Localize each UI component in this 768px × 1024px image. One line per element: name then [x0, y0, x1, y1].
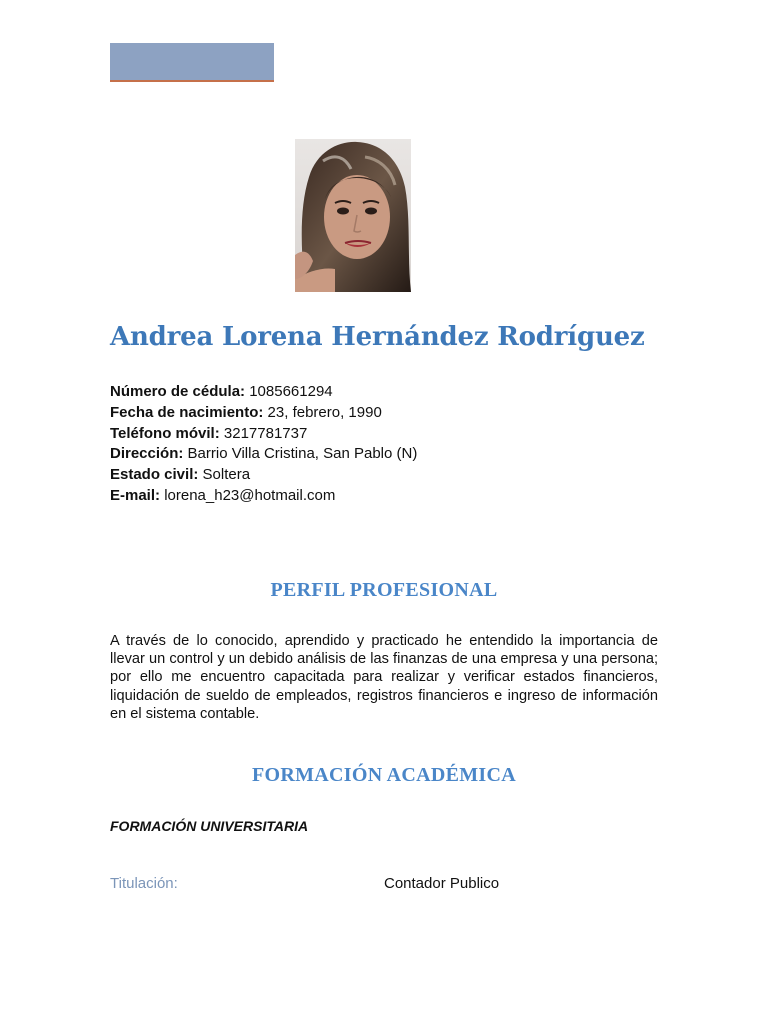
- info-row-fecha-nacimiento: [110, 403, 417, 424]
- info-value: 3217781737: [223, 424, 308, 442]
- profile-photo: [295, 139, 411, 292]
- portrait-photo-icon: [295, 139, 411, 292]
- info-label: E-mail:: [110, 486, 161, 504]
- section-title-formacion: FORMACIÓN ACADÉMICA: [251, 764, 517, 786]
- info-row-telefono: [110, 424, 417, 445]
- info-label: Fecha de nacimiento:: [110, 403, 264, 421]
- info-label: Estado civil:: [110, 466, 199, 484]
- info-label: Teléfono móvil:: [110, 424, 220, 442]
- info-row-cedula: [110, 382, 417, 403]
- info-value: Soltera: [202, 466, 251, 484]
- formacion-subheading: FORMACIÓN UNIVERSITARIA: [110, 818, 309, 834]
- candidate-name: Andrea Lorena Hernández Rodríguez: [110, 322, 645, 352]
- info-value: 1085661294: [249, 383, 333, 400]
- info-label: Número de cédula:: [110, 383, 246, 400]
- titulacion-label: Titulación:: [110, 875, 178, 892]
- info-label: Dirección:: [110, 445, 184, 463]
- info-value: lorena_h23@hotmail.com: [164, 486, 336, 504]
- info-row-email: [110, 486, 417, 507]
- titulacion-value: Contador Publico: [384, 875, 500, 892]
- section-title-perfil: PERFIL PROFESIONAL: [270, 579, 498, 601]
- header-bar: [110, 43, 274, 82]
- info-value: 23, febrero, 1990: [267, 403, 382, 421]
- personal-info: [110, 382, 417, 507]
- info-row-direccion: [110, 444, 417, 465]
- perfil-text: A través de lo conocido, aprendido y practicado he entendido la importancia de llevar un control y un debido análisis de las finanzas de una empresa y una persona; por ello me encuentro capacitada para realizar y verificar estados financieros, liquidación de sueldo de empleados, registros financieros e ingreso de información en el sistema contable.: [110, 633, 658, 722]
- info-row-estado-civil: [110, 465, 417, 486]
- info-value: Barrio Villa Cristina, San Pablo (N): [187, 445, 418, 463]
